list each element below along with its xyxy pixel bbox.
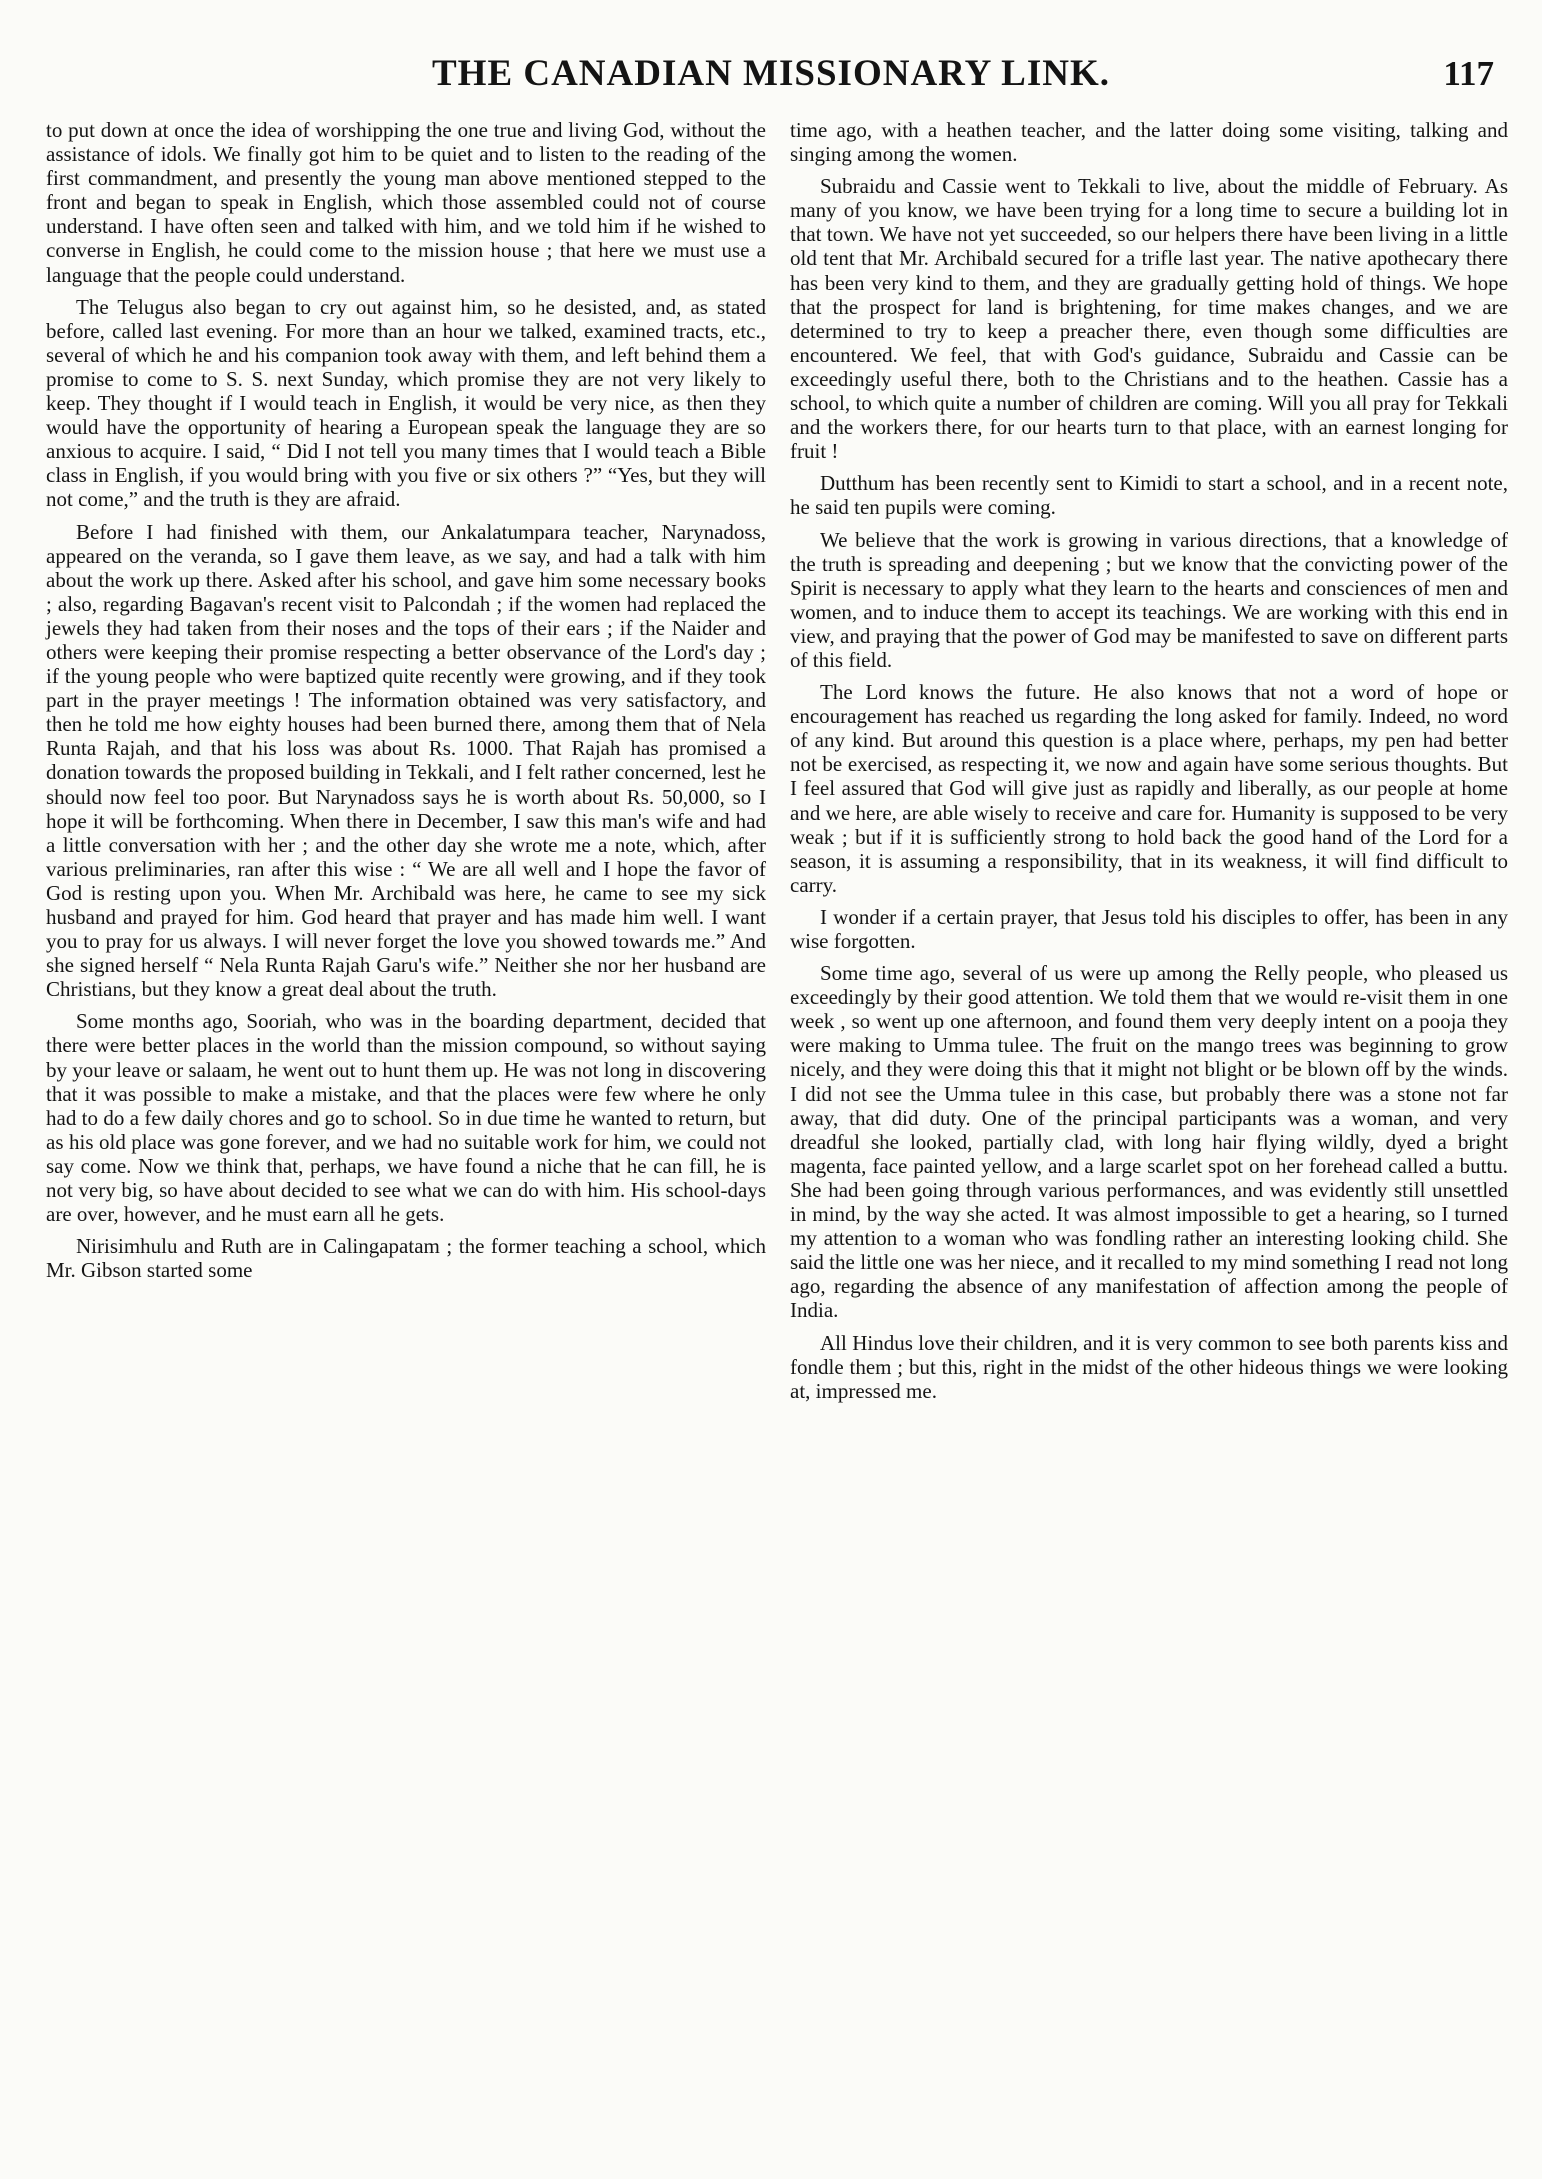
paragraph: All Hindus love their children, and it is very common to see both parents kiss and fondle them ; but this, right in the midst of the other hideous things we were looking at, impressed me.	[790, 1330, 1508, 1403]
right-column	[790, 118, 1508, 1411]
paragraph: Subraidu and Cassie went to Tekkali to live, about the middle of February. As many of you know, we have been trying for a long time to secure a building lot in that town. We have not yet succeeded, so our helpers there have been living in a little old tent that Mr. Archibald secured for a trifle last year. The native apothecary there has been very kind to them, and they are gradually getting hold of things. We hope that the prospect for land is brightening, for time makes changes, and we are determined to try to keep a preacher there, even though some difficulties are encountered. We feel, that with God's guidance, Subraidu and Cassie can be exceedingly useful there, both to the Christians and to the heathen. Cassie has a school, to which quite a number of children are coming. Will you all pray for Tekkali and the workers there, for our hearts turn to that place, with an earnest longing for fruit !	[790, 174, 1508, 464]
paragraph: The Lord knows the future. He also knows that not a word of hope or encouragement has reached us regarding the long asked for family. Indeed, no word of any kind. But around this question is a place where, perhaps, my pen had better not be exercised, as respecting it, we now and again have some serious thoughts. But I feel assured that God will give just as rapidly and liberally, as our people at home and we here, are able wisely to receive and care for. Humanity is supposed to be very weak ; but if it is sufficiently strong to hold back the good hand of the Lord for a season, it is assuming a responsibility, that in its weakness, it will find difficult to carry.	[790, 680, 1508, 897]
paragraph: time ago, with a heathen teacher, and the latter doing some visiting, talking and singing among the women.	[790, 118, 1508, 167]
paragraph: Dutthum has been recently sent to Kimidi to start a school, and in a recent note, he said ten pupils were coming.	[790, 471, 1508, 520]
left-column	[46, 118, 766, 1290]
paragraph: We believe that the work is growing in various directions, that a knowledge of the truth is spreading and deepening ; but we know that the convicting power of the Spirit is necessary to apply what they learn to the hearts and consciences of men and women, and to induce them to accept its teachings. We are working with this end in view, and praying that the power of God may be manifested to save on different parts of this field.	[790, 527, 1508, 672]
paragraph: Some months ago, Sooriah, who was in the boarding department, decided that there were better places in the world than the mission compound, so without saying by your leave or salaam, he went out to hunt them up. He was not long in discovering that it was possible to make a mistake, and that the places were few where he only had to do a few daily chores and go to school. So in due time he wanted to return, but as his old place was gone forever, and we had no suitable work for him, we could not say come. Now we think that, perhaps, we have found a niche that he can fill, he is not very big, so have about decided to see what we can do with him. His school-days are over, however, and he must earn all he gets.	[46, 1009, 766, 1227]
paragraph: Nirisimhulu and Ruth are in Calingapatam ; the former teaching a school, which Mr. Gibson started some	[46, 1234, 766, 1283]
page-number: 117	[1443, 54, 1494, 93]
paragraph: to put down at once the idea of worshipping the one true and living God, without the assistance of idols. We finally got him to be quiet and to listen to the reading of the first commandment, and presently the young man above mentioned stepped to the front and began to speak in English, which those assembled could not of course understand. I have often seen and talked with him, and we told him if he wished to converse in English, he could come to the mission house ; that here we must use a language that the people could understand.	[46, 118, 766, 287]
paragraph: Some time ago, several of us were up among the Relly people, who pleased us exceedingly by their good attention. We told them that we would re-visit them in one week , so went up one afternoon, and found them very deeply intent on a pooja they were making to Umma tulee. The fruit on the mango trees was beginning to grow nicely, and they were doing this that it might not blight or be blown off by the winds. I did not see the Umma tulee in this case, but probably there was a stone not far away, that did duty. One of the principal participants was a woman, and very dreadful she looked, partially clad, with long hair flying wildly, dyed a bright magenta, face painted yellow, and a large scarlet spot on her forehead called a buttu. She had been going through various performances, and was evidently still unsettled in mind, by the way she acted. It was almost impossible to get a hearing, so I turned my attention to a woman who was fondling rather an interesting looking child. She said the little one was her niece, and it recalled to my mind something I read not long ago, regarding the absence of any manifestation of affection among the people of India.	[790, 961, 1508, 1323]
page-header	[0, 48, 1542, 100]
journal-title: THE CANADIAN MISSIONARY LINK.	[431, 53, 1111, 94]
paragraph: The Telugus also began to cry out against him, so he desisted, and, as stated before, called last evening. For more than an hour we talked, examined tracts, etc., several of which he and his companion took away with them, and left behind them a promise to come to S. S. next Sunday, which promise they are not very likely to keep. They thought if I would teach in English, it would be very nice, as then they would have the opportunity of hearing a European speak the language they are so anxious to acquire. I said, “ Did I not tell you many times that I would teach a Bible class in English, if you would bring with you five or six others ?” “Yes, but they will not come,” and the truth is they are afraid.	[46, 294, 766, 512]
paragraph: Before I had finished with them, our Ankalatumpara teacher, Narynadoss, appeared on the veranda, so I gave them leave, as we say, and had a talk with him about the work up there. Asked after his school, and gave him some necessary books ; also, regarding Bagavan's recent visit to Palcondah ; if the women had replaced the jewels they had taken from their noses and the tops of their ears ; if the Naider and others were keeping their promise respecting a better observance of the Lord's day ; if the young people who were baptized quite recently were growing, and if they took part in the prayer meetings ! The information obtained was very satisfactory, and then he told me how eighty houses had been burned there, among them that of Nela Runta Rajah, and that his loss was about Rs. 1000. That Rajah has promised a donation towards the proposed building in Tekkali, and I felt rather concerned, lest he should now feel too poor. But Narynadoss says he is worth about Rs. 50,000, so I hope it will be forthcoming. When there in December, I saw this man's wife and had a little conversation with her ; and the other day she wrote me a note, which, after various preliminaries, ran after this wise : “ We are all well and I hope the favor of God is resting upon you. When Mr. Archibald was here, he came to see my sick husband and prayed for him. God heard that prayer and has made him well. I want you to pray for us always. I will never forget the love you showed towards me.” And she signed herself “ Nela Runta Rajah Garu's wife.” Neither she nor her husband are Christians, but they know a great deal about the truth.	[46, 519, 766, 1002]
paragraph: I wonder if a certain prayer, that Jesus told his disciples to offer, has been in any wise forgotten.	[790, 904, 1508, 953]
